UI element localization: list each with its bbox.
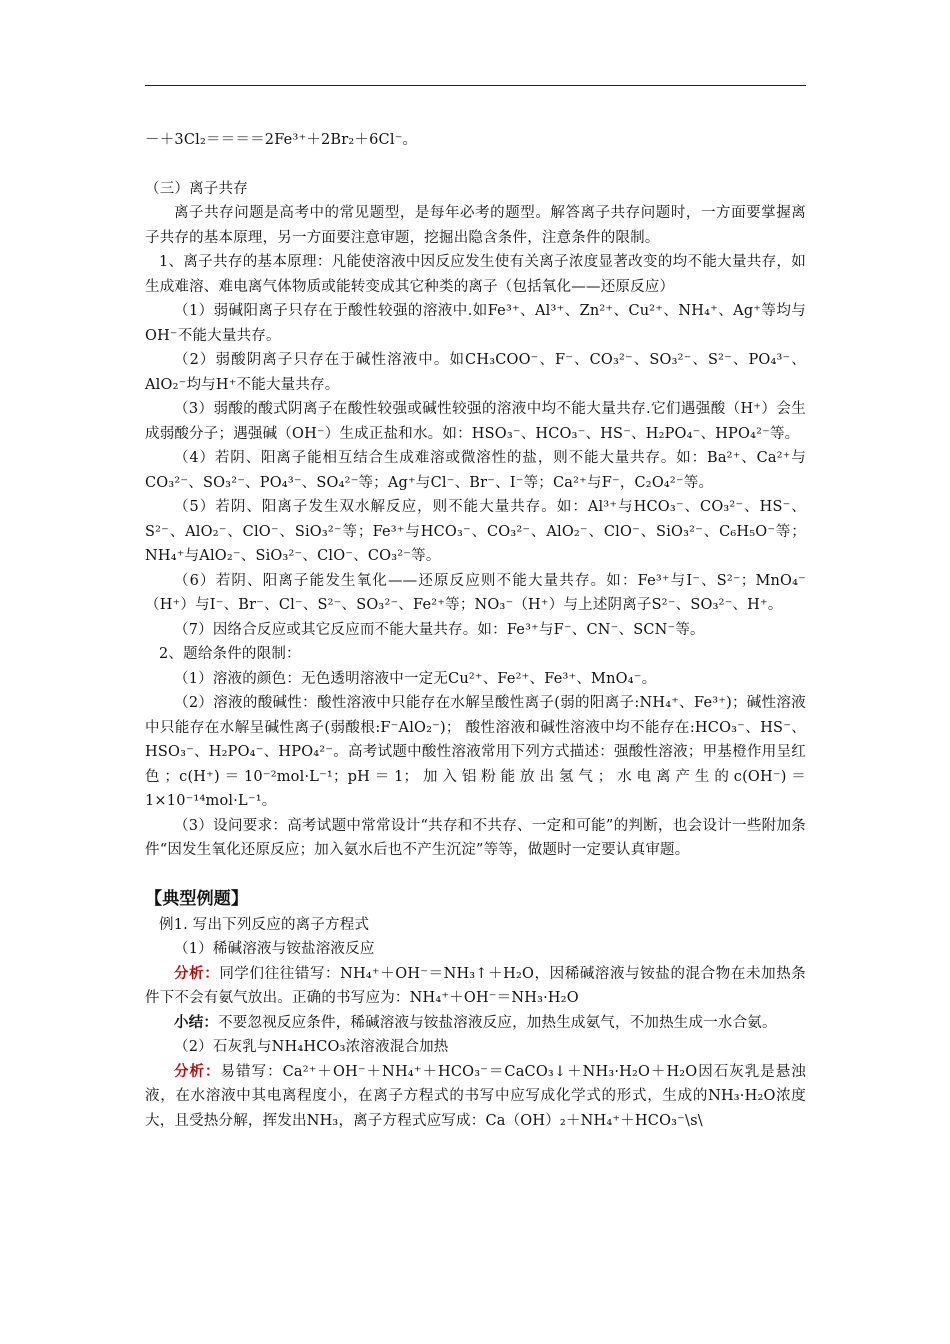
analysis-label-2: 分析： — [174, 1062, 221, 1080]
analysis-text: 同学们往往错写：NH₄⁺＋OH⁻＝NH₃↑＋H₂O，因稀碱溶液与铵盐的混合物在未加热条件下不会有氨气放出。正确的书写应为：NH₄⁺＋OH⁻＝NH₃·H₂O — [145, 965, 806, 1006]
section-title: （三）离子共存 — [145, 180, 248, 197]
header-rule — [145, 85, 806, 86]
rule-4: （4）若阴、阳离子能相互结合生成难溶或微溶性的盐，则不能大量共存。如：Ba²⁺、Ca²⁺与CO₃²⁻、SO₃²⁻、PO₄³⁻、SO₄²⁻等；Ag⁺与Cl⁻、Br⁻、I⁻等；Ca²⁺与F⁻，C₂O₄²⁻等。 — [145, 450, 806, 491]
example-1-part-1: （1）稀碱溶液与铵盐溶液反应 — [174, 941, 375, 957]
condition-2: （2）溶液的酸碱性：酸性溶液中只能存在水解呈酸性离子(弱的阳离子:NH₄⁺、Fe³⁺)；碱性溶液中只能存在水解呈碱性离子(弱酸根:F⁻AlO₂⁻)； 酸性溶液和碱性溶液中均不能存在:HCO₃⁻、HS⁻、HSO₃⁻、H₂PO₄⁻、HPO₄²⁻。高考试题中酸性溶液常用下列方式描述：强酸性溶液；甲基橙作用呈红色；c(H⁺)＝10⁻²mol·L⁻¹；pH＝1；加入铝粉能放出氢气；水电离产生的c(OH⁻)＝1×10⁻¹⁴mol·L⁻¹。 — [145, 695, 806, 809]
example-1-analysis-2 — [145, 1060, 806, 1134]
rule-5: （5）若阴、阳离子发生双水解反应，则不能大量共存。如：Al³⁺与HCO₃⁻、CO₃²⁻、HS⁻、S²⁻、AlO₂⁻、ClO⁻、SiO₃²⁻等；Fe³⁺与HCO₃⁻、CO₃²⁻、AlO₂⁻、ClO⁻、SiO₃²⁻、C₆H₅O⁻等；NH₄⁺与AlO₂⁻、SiO₃²⁻、ClO⁻、CO₃²⁻等。 — [145, 499, 806, 564]
equation-continuation: －＋3Cl₂＝＝＝＝2Fe³⁺＋2Br₂＋6Cl⁻。 — [145, 132, 418, 148]
rule-1: （1）弱碱阳离子只存在于酸性较强的溶液中.如Fe³⁺、Al³⁺、Zn²⁺、Cu²⁺、NH₄⁺、Ag⁺等均与OH⁻不能大量共存。 — [145, 303, 806, 344]
summary-label: 小结： — [174, 1013, 219, 1031]
conditions-paragraph: 2、题给条件的限制： — [159, 646, 301, 662]
rule-3: （3）弱酸的酸式阴离子在酸性较强或碱性较强的溶液中均不能大量共存.它们遇强酸（H⁺）会生成弱酸分子；遇强碱（OH⁻）生成正盐和水。如：HSO₃⁻、HCO₃⁻、HS⁻、H₂PO₄⁻、HPO₄²⁻等。 — [145, 401, 806, 442]
condition-3: （3）设问要求：高考试题中常常设计“共存和不共存、一定和可能”的判断，也会设计一些附加条件“因发生氧化还原反应；加入氨水后也不产生沉淀”等等，做题时一定要认真审题。 — [145, 817, 806, 858]
example-1-analysis-1 — [145, 962, 806, 1011]
principle-paragraph: 1、离子共存的基本原理：凡能使溶液中因反应发生使有关离子浓度显著改变的均不能大量共存，如生成难溶、难电离气体物质或能转变成其它种类的离子（包括氧化——还原反应） — [145, 254, 806, 295]
condition-1: （1）溶液的颜色：无色透明溶液中一定无Cu²⁺、Fe²⁺、Fe³⁺、MnO₄⁻。 — [174, 670, 657, 687]
intro-paragraph: 离子共存问题是高考中的常见题型，是每年必考的题型。解答离子共存问题时，一方面要掌握离子共存的基本原理，另一方面要注意审题，挖掘出隐含条件，注意条件的限制。 — [145, 205, 806, 246]
rule-7: （7）因络合反应或其它反应而不能大量共存。如：Fe³⁺与F⁻、CN⁻、SCN⁻等。 — [174, 621, 705, 638]
analysis-label: 分析： — [174, 964, 220, 982]
example-heading: 【典型例题】 — [145, 888, 249, 909]
rule-2: （2）弱酸阴离子只存在于碱性溶液中。如CH₃COO⁻、F⁻、CO₃²⁻、SO₃²⁻、S²⁻、PO₄³⁻、AlO₂⁻均与H⁺不能大量共存。 — [145, 352, 806, 393]
analysis-text-2: 易错写：Ca²⁺＋OH⁻＋NH₄⁺＋HCO₃⁻＝CaCO₃↓＋NH₃·H₂O＋H₂O因石灰乳是悬浊液，在水溶液中其电离程度小，在离子方程式的书写中应写成化学式的形式，生成的NH₃·H₂O浓度大，且受热分解，挥发出NH₃，离子方程式应写成：Ca（OH）₂＋NH₄⁺＋HCO₃⁻\s\ — [145, 1063, 806, 1129]
example-1-summary — [145, 1011, 806, 1036]
example-1-part-2: （2）石灰乳与NH₄HCO₃浓溶液混合加热 — [174, 1039, 449, 1055]
rule-6: （6）若阴、阳离子能发生氧化——还原反应则不能大量共存。如：Fe³⁺与I⁻、S²⁻；MnO₄⁻（H⁺）与I⁻、Br⁻、Cl⁻、S²⁻、SO₃²⁻、Fe²⁺等；NO₃⁻（H⁺）与上述阴离子S²⁻、SO₃²⁻、H⁺。 — [145, 572, 806, 613]
document-body — [145, 128, 806, 1133]
example-1-title: 例1. 写出下列反应的离子方程式 — [159, 916, 370, 933]
summary-text: 不要忽视反应条件，稀碱溶液与铵盐溶液反应，加热生成氨气，不加热生成一水合氨。 — [218, 1014, 777, 1031]
